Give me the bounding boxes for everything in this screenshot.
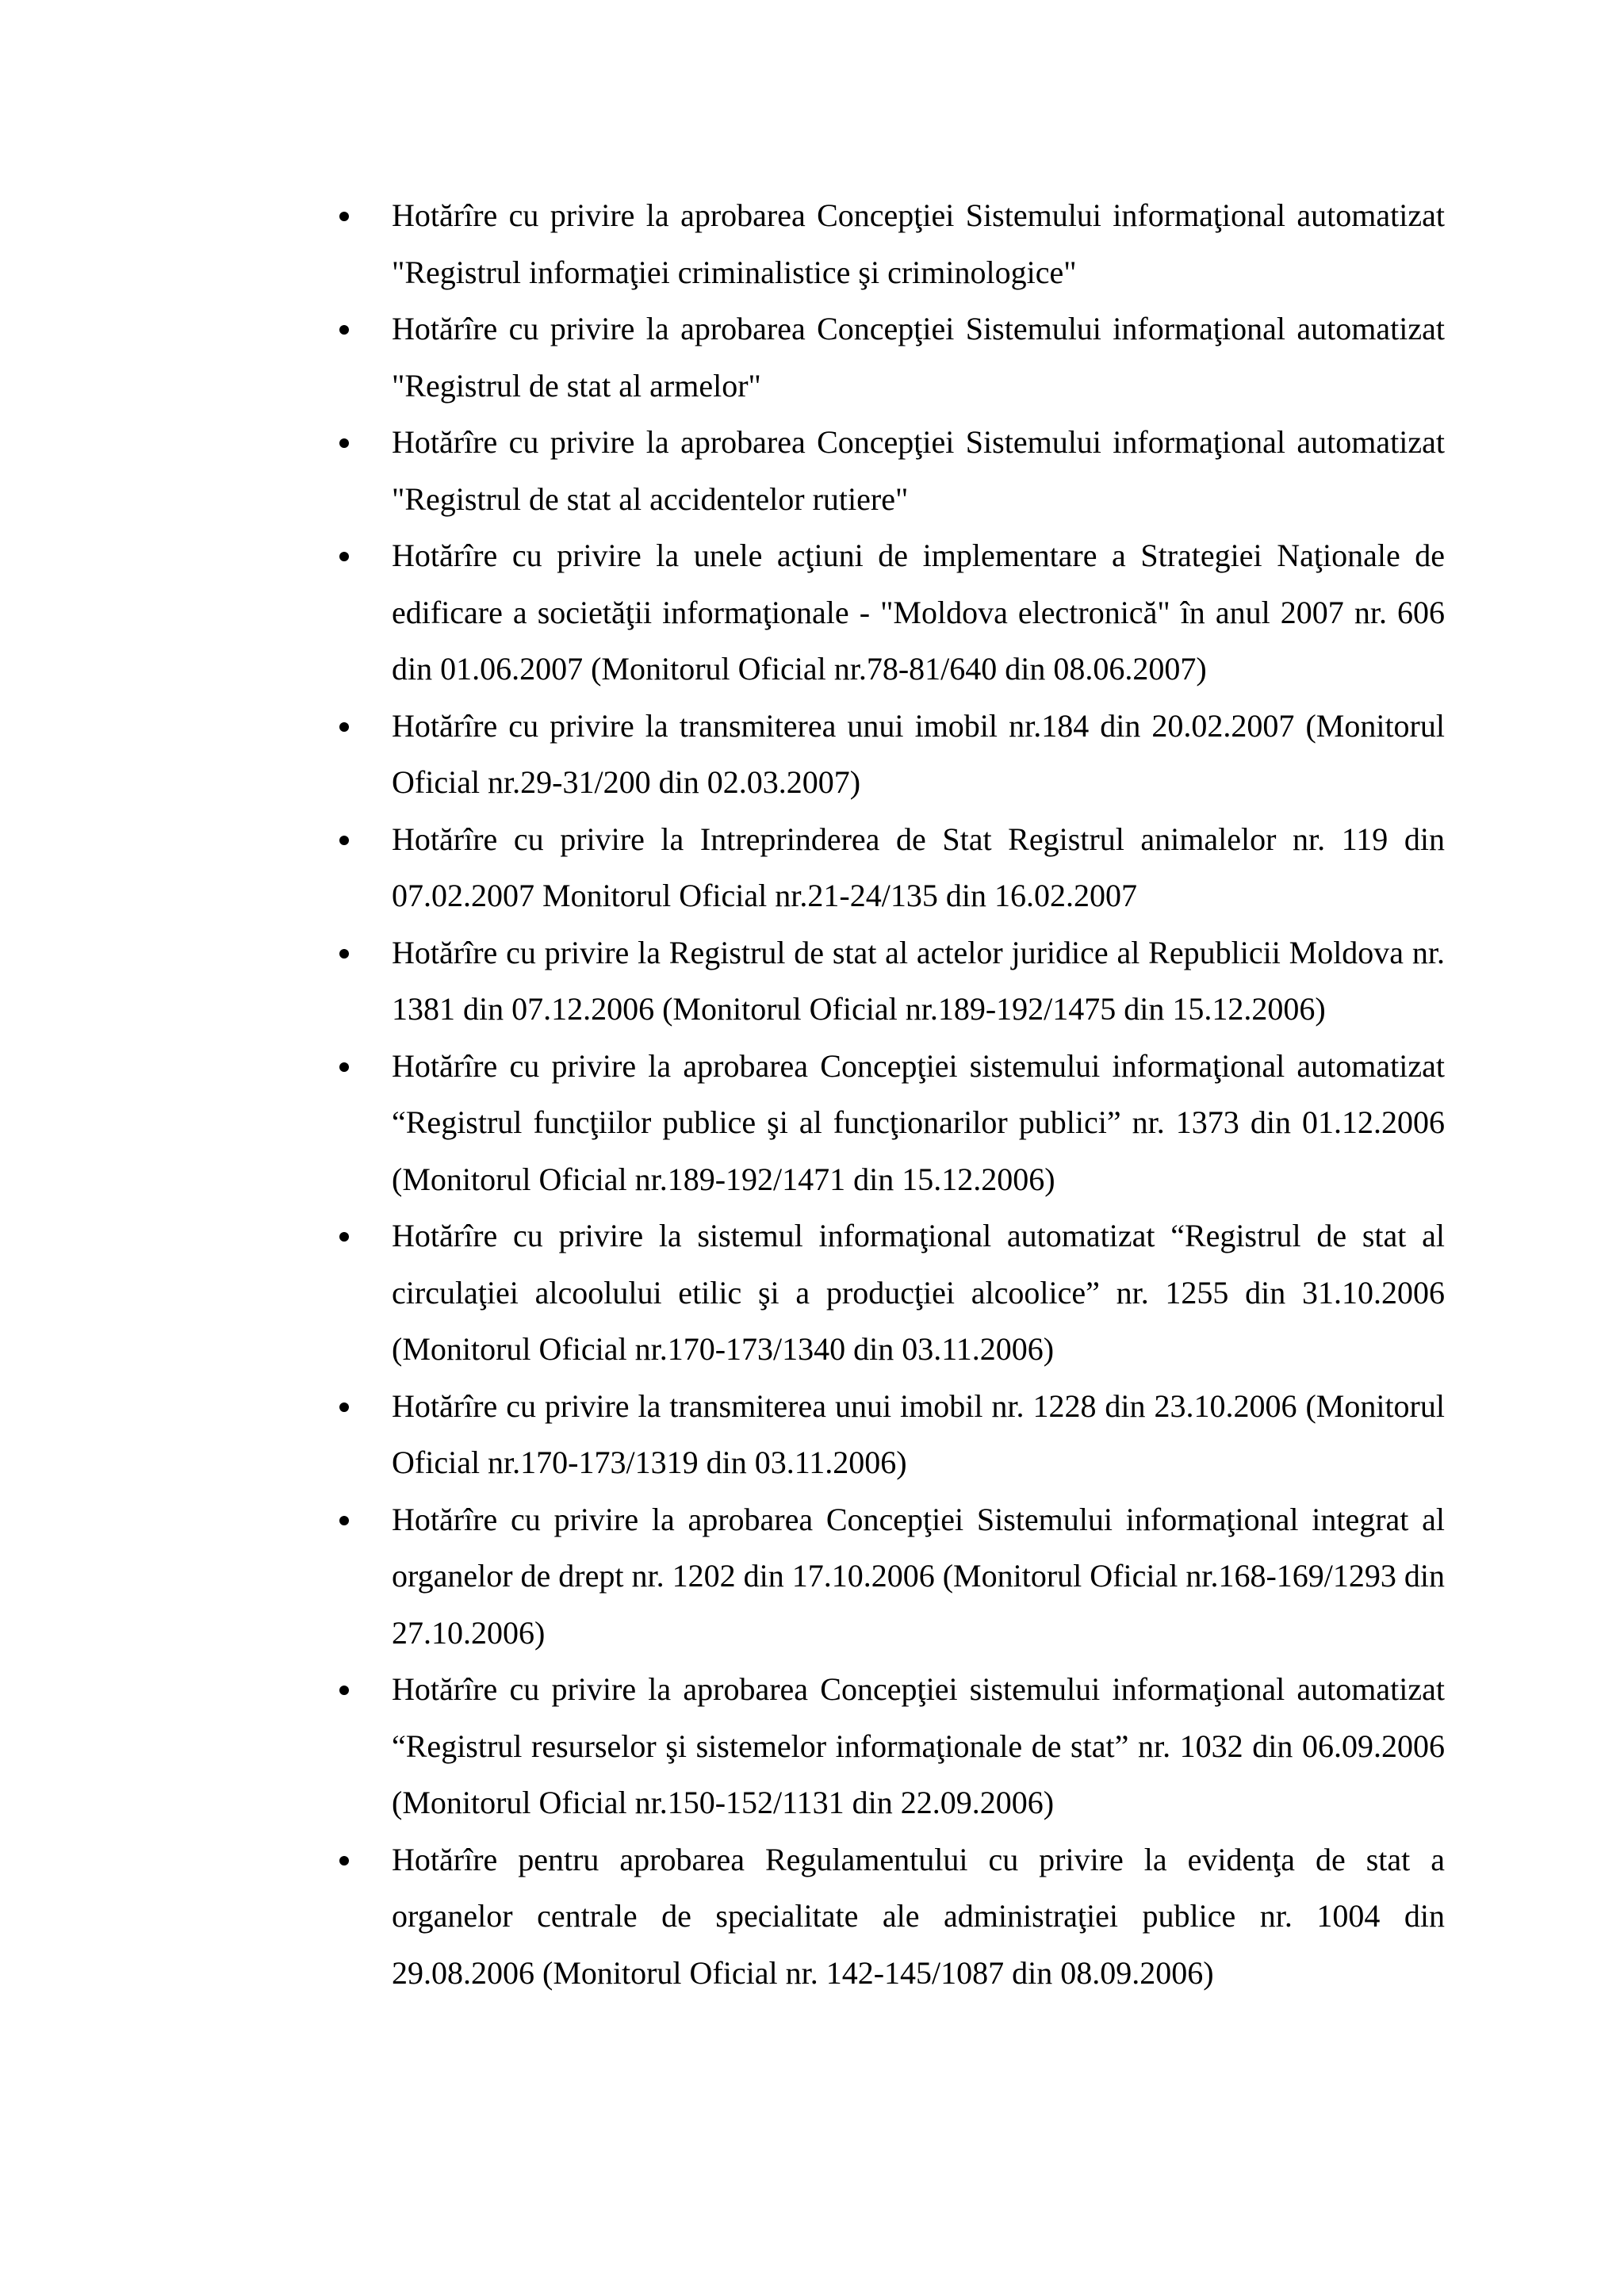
bullet-icon — [339, 722, 349, 732]
list-item-text: Hotărîre cu privire la aprobarea Concepţiei sistemului informaţional automatizat “Registrul resurselor şi sistemelor informaţionale de stat” nr. 1032 din 06.09.2006 (Monitorul Oficial nr.150-152/1131 din 22.09.2006) — [392, 1671, 1445, 1820]
list-item-text: Hotărîre cu privire la aprobarea Concepţiei sistemului informaţional automatizat “Registrul funcţiilor publice şi al funcţionarilor publici” nr. 1373 din 01.12.2006 (Monitorul Oficial nr.189-192/1471 din 15.12.2006) — [392, 1047, 1445, 1197]
bullet-icon — [339, 552, 349, 561]
list-item — [339, 924, 1445, 1038]
list-item — [339, 414, 1445, 527]
list-item — [339, 1038, 1445, 1208]
list-item — [339, 1831, 1445, 2002]
bullet-icon — [339, 438, 349, 448]
bullet-icon — [339, 1062, 349, 1072]
bullet-icon — [339, 1232, 349, 1242]
list-item-text: Hotărîre cu privire la transmiterea unui imobil nr. 1228 din 23.10.2006 (Monitorul Oficial nr.170-173/1319 din 03.11.2006) — [392, 1387, 1445, 1480]
list-item — [339, 811, 1445, 924]
bullet-icon — [339, 1856, 349, 1866]
list-item-text: Hotărîre pentru aprobarea Regulamentului cu privire la evidenţa de stat a organelor centrale de specialitate ale administraţiei publice nr. 1004 din 29.08.2006 (Monitorul Oficial nr. 142-145/1087 din 08.09.2006) — [392, 1841, 1445, 1991]
bullet-icon — [339, 1516, 349, 1525]
list-item — [339, 1207, 1445, 1378]
list-item-text: Hotărîre cu privire la unele acţiuni de implementare a Strategiei Naţionale de edificare a societăţii informaţionale - "Moldova electronică" în anul 2007 nr. 606 din 01.06.2007 (Monitorul Oficial nr.78-81/640 din 08.06.2007) — [392, 538, 1445, 687]
list-item-text: Hotărîre cu privire la transmiterea unui imobil nr.184 din 20.02.2007 (Monitorul Oficial nr.29-31/200 din 02.03.2007) — [392, 707, 1445, 800]
list-item — [339, 527, 1445, 698]
bullet-icon — [339, 325, 349, 335]
list-item-text: Hotărîre cu privire la aprobarea Concepţiei Sistemului informaţional integrat al organelor de drept nr. 1202 din 17.10.2006 (Monitorul Oficial nr.168-169/1293 din 27.10.2006) — [392, 1501, 1445, 1651]
bullet-icon — [339, 1686, 349, 1695]
list-item — [339, 1491, 1445, 1662]
list-item-text: Hotărîre cu privire la aprobarea Concepţiei Sistemului informaţional automatizat "Registrul de stat al accidentelor rutiere" — [392, 424, 1445, 517]
list-item-text: Hotărîre cu privire la Intreprinderea de Stat Registrul animalelor nr. 119 din 07.02.2007 Monitorul Oficial nr.21-24/135 din 16.02.2007 — [392, 821, 1445, 913]
list-item-text: Hotărîre cu privire la Registrul de stat al actelor juridice al Republicii Moldova nr. 1381 din 07.12.2006 (Monitorul Oficial nr.189-192/1475 din 15.12.2006) — [392, 934, 1445, 1027]
decision-list — [339, 187, 1445, 2001]
list-item-text: Hotărîre cu privire la sistemul informaţional automatizat “Registrul de stat al circulaţiei alcoolului etilic şi a producţiei alcoolice” nr. 1255 din 31.10.2006 (Monitorul Oficial nr.170-173/1340 din 03.11.2006) — [392, 1218, 1445, 1367]
list-item — [339, 698, 1445, 811]
bullet-icon — [339, 212, 349, 221]
list-item — [339, 1661, 1445, 1831]
list-item-text: Hotărîre cu privire la aprobarea Concepţiei Sistemului informaţional automatizat "Registrul informaţiei criminalistice şi criminologice" — [392, 197, 1445, 290]
list-item — [339, 1378, 1445, 1491]
bullet-icon — [339, 836, 349, 845]
bullet-icon — [339, 949, 349, 959]
list-item — [339, 300, 1445, 414]
bullet-icon — [339, 1402, 349, 1412]
list-item-text: Hotărîre cu privire la aprobarea Concepţiei Sistemului informaţional automatizat "Registrul de stat al armelor" — [392, 311, 1445, 404]
list-item — [339, 187, 1445, 300]
